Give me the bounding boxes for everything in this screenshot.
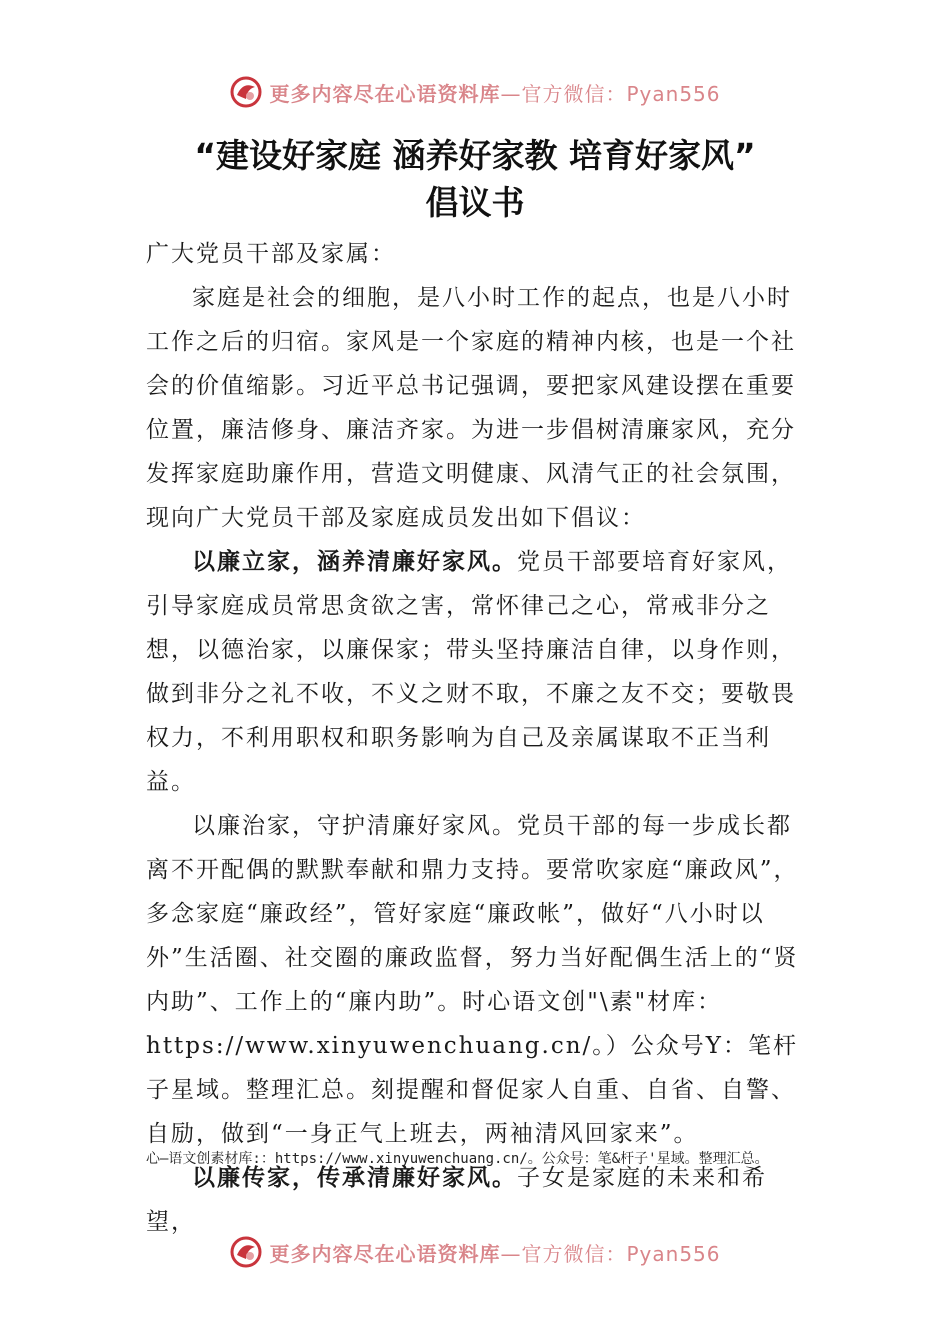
- footer-banner: [0, 1230, 950, 1274]
- document-title-line1: “建设好家庭 涵养好家教 培育好家风”: [194, 136, 756, 175]
- banner-brand: 更多内容尽在心语资料库: [269, 1241, 501, 1266]
- paragraph-lian-zhi-jia: 以廉治家，守护清廉好家风。党员干部的每一步成长都离不开配偶的默默奉献和鼎力支持。要常吹家庭“廉政风”， 多念家庭“廉政经”，管好家庭“廉政帐”，做好“八小时以外”生活圈、社交圈的廉政监督，努力当好配偶生活上的“贤内助”、工作上的“廉内助”。时心语文创"\素"材库：https://www.xinyuwenchuang.cn/。）公众号Y：笔杆子星域。整理汇总。刻提醒和督促家人自重、自省、自警、自励，做到“一身正气上班去，两袖清风回家来”。: [146, 813, 799, 1147]
- banner-text: [269, 1238, 720, 1267]
- paragraph-lian-li-jia: [146, 540, 810, 804]
- red-swirl-logo-icon: [229, 75, 263, 109]
- paragraph-text: 子女是家庭的未来和希望，: [146, 1165, 767, 1235]
- footnote: 心—语文创素材库:：https://www.xinyuwenchuang.cn/。公众号：笔&杆子'星域。整理汇总。: [146, 1151, 769, 1167]
- banner-wechat-id: Pyan556: [626, 1241, 721, 1266]
- paragraph-intro: 家庭是社会的细胞，是八小时工作的起点，也是八小时工作之后的归宿。家风是一个家庭的精神内核，也是一个社会的价值缩影。习近平总书记强调，要把家风建设摆在重要位置，廉洁修身、廉洁齐家。为进一步倡树清廉家风，充分发挥家庭助廉作用，营造文明健康、风清气正的社会氛围， 现向广大党员干部及家庭成员发出如下倡议：: [146, 285, 796, 531]
- paragraph-heading: 以廉立家，涵养清廉好家风。: [192, 548, 517, 575]
- salutation: 广大党员干部及家属：: [146, 241, 396, 267]
- banner-wechat-label: —官方微信：: [500, 1241, 627, 1266]
- banner-wechat-label: —官方微信：: [500, 81, 627, 106]
- banner-text: [269, 78, 720, 107]
- document-title-line2: 倡议书: [425, 183, 525, 222]
- header-banner: [0, 70, 950, 114]
- banner-brand: 更多内容尽在心语资料库: [269, 81, 501, 106]
- paragraph-heading: 以廉传家，传承清廉好家风。: [192, 1164, 517, 1191]
- paragraph-text: 党员干部要培育好家风，引导家庭成员常思贪欲之害，常怀律己之心，常戒非分之想，以德治家，以廉保家；带头坚持廉洁自律，以身作则，做到非分之礼不收，不义之财不取，不廉之友不交；要敬畏权力，不利用职权和职务影响为自己及亲属谋取不正当利益。: [146, 549, 796, 795]
- banner-wechat-id: Pyan556: [626, 81, 721, 106]
- document-body: [146, 232, 810, 1235]
- red-swirl-logo-icon: [229, 1235, 263, 1269]
